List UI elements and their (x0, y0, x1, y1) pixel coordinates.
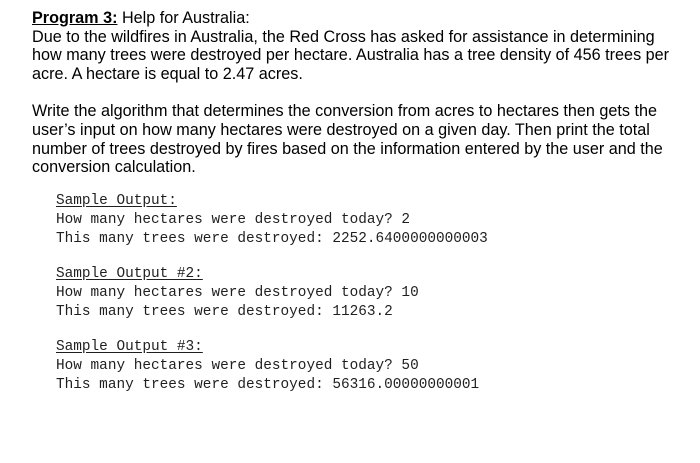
assignment-document (32, 9, 682, 411)
problem-description: Due to the wildfires in Australia, the Red Cross has asked for assistance in determining how many trees were destroyed per hectare. Australia has a tree density of 456 trees per acre. A hectare is equal to 2.47 acres. (32, 27, 670, 83)
program-heading (32, 9, 682, 28)
sample-output-1 (56, 192, 682, 249)
sample-question: How many hectares were destroyed today? 50 (56, 357, 419, 374)
problem-instructions: Write the algorithm that determines the conversion from acres to hectares then gets the user’s input on how many hectares were destroyed on a given day. Then print the total number of trees destroyed by fires based on the information entered by the user and the conversion calculation. (32, 102, 663, 177)
sample-result: This many trees were destroyed: 56316.00000000001 (56, 376, 480, 393)
sample-output-2 (56, 265, 682, 322)
sample-outputs (56, 192, 682, 395)
program-label: Program 3: (32, 9, 118, 27)
sample-title: Sample Output #3: (56, 338, 203, 355)
sample-question: How many hectares were destroyed today? 10 (56, 284, 419, 301)
sample-output-3 (56, 338, 682, 395)
program-title: Help for Australia: (117, 9, 250, 27)
paragraph-spacer (32, 83, 682, 102)
sample-title: Sample Output #2: (56, 265, 203, 282)
sample-result: This many trees were destroyed: 11263.2 (56, 303, 393, 320)
sample-result: This many trees were destroyed: 2252.6400000000003 (56, 230, 488, 247)
sample-question: How many hectares were destroyed today? 2 (56, 211, 411, 228)
sample-title: Sample Output: (56, 192, 177, 209)
